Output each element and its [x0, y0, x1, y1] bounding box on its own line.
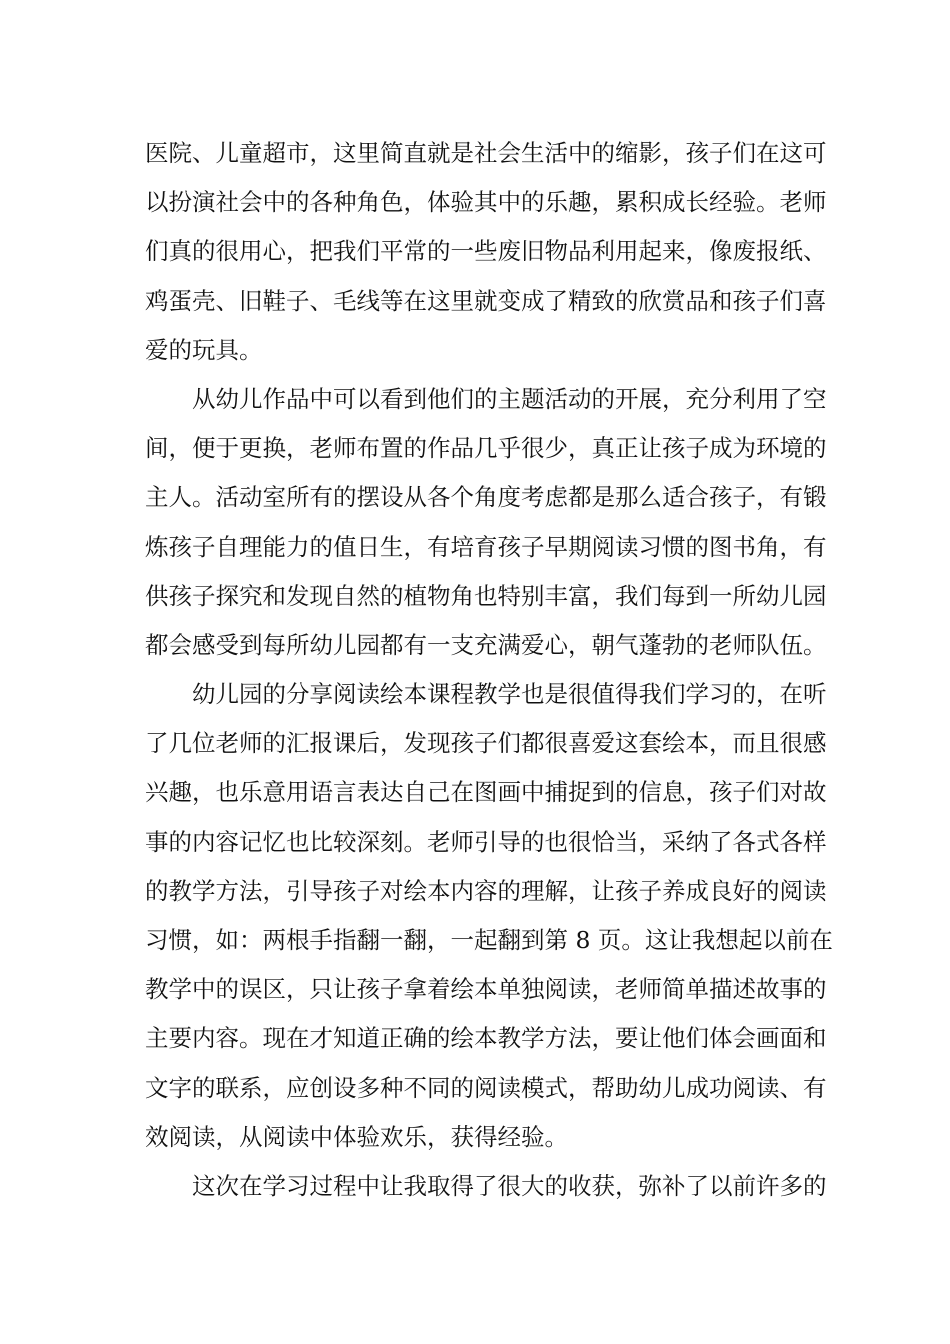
body-text	[145, 129, 833, 1211]
paragraph-1	[145, 129, 827, 375]
text-line: 的教学方法，引导孩子对绘本内容的理解，让孩子养成良好的阅读	[145, 876, 827, 905]
text-line: 供孩子探究和发现自然的植物角也特别丰富，我们每到一所幼儿园	[145, 581, 827, 610]
text-line: 鸡蛋壳、旧鞋子、毛线等在这里就变成了精致的欣赏品和孩子们喜	[145, 286, 827, 315]
text-line: 间，便于更换，老师布置的作品几乎很少，真正让孩子成为环境的	[145, 434, 827, 463]
text-line: 都会感受到每所幼儿园都有一支充满爱心，朝气蓬勃的老师队伍。	[145, 630, 827, 659]
text-line: 爱的玩具。	[145, 335, 263, 364]
text-line: 习惯，如：两根手指翻一翻，一起翻到第 8 页。这让我想起以前在	[145, 926, 833, 954]
text-line: 文字的联系，应创设多种不同的阅读模式，帮助幼儿成功阅读、有	[145, 1073, 827, 1102]
text-line: 效阅读，从阅读中体验欢乐，获得经验。	[145, 1122, 568, 1151]
text-line: 炼孩子自理能力的值日生，有培育孩子早期阅读习惯的图书角，有	[145, 532, 827, 561]
text-line: 以扮演社会中的各种角色，体验其中的乐趣，累积成长经验。老师	[145, 188, 827, 217]
paragraph-4	[145, 1162, 827, 1211]
text-line: 们真的很用心，把我们平常的一些废旧物品利用起来，像废报纸、	[145, 237, 827, 266]
text-line: 幼儿园的分享阅读绘本课程教学也是很值得我们学习的，在听	[192, 680, 827, 709]
text-line: 兴趣，也乐意用语言表达自己在图画中捕捉到的信息，孩子们对故	[145, 778, 827, 807]
text-line: 主人。活动室所有的摆设从各个角度考虑都是那么适合孩子，有锻	[145, 483, 827, 512]
text-line: 主要内容。现在才知道正确的绘本教学方法，要让他们体会画面和	[145, 1024, 827, 1053]
text-line: 了几位老师的汇报课后，发现孩子们都很喜爱这套绘本，而且很感	[145, 729, 827, 758]
text-line: 从幼儿作品中可以看到他们的主题活动的开展，充分利用了空	[192, 384, 827, 413]
text-line: 事的内容记忆也比较深刻。老师引导的也很恰当，采纳了各式各样	[145, 827, 827, 856]
text-line: 这次在学习过程中让我取得了很大的收获，弥补了以前许多的	[192, 1171, 827, 1200]
paragraph-2	[145, 375, 827, 670]
text-line: 医院、儿童超市，这里简直就是社会生活中的缩影，孩子们在这可	[145, 139, 827, 167]
paragraph-3	[145, 670, 833, 1162]
text-line: 教学中的误区，只让孩子拿着绘本单独阅读，老师简单描述故事的	[145, 975, 827, 1004]
